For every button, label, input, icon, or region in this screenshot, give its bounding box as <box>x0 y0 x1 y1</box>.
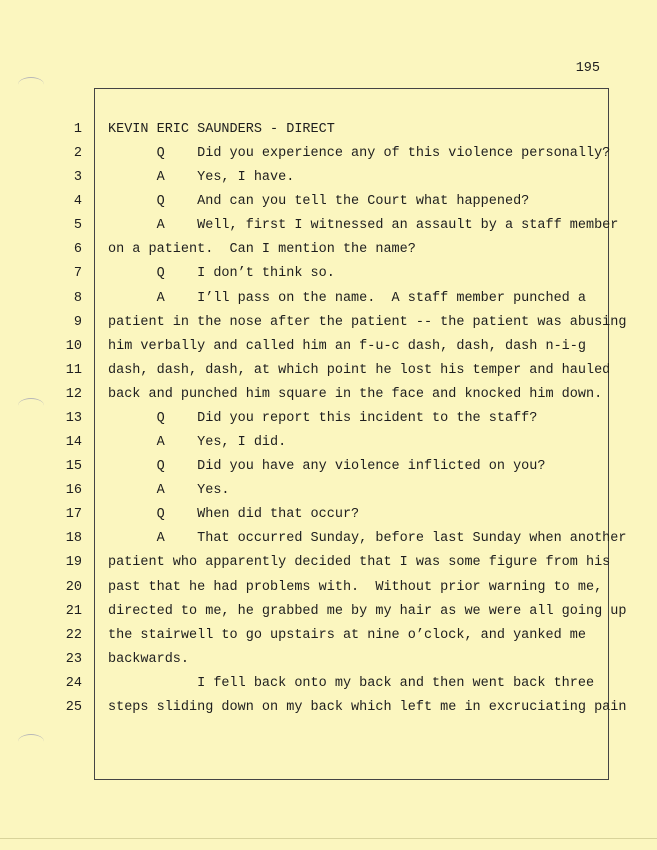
line-number: 15 <box>65 459 82 475</box>
transcript-line: dash, dash, dash, at which point he lost his temper and hauled <box>108 362 611 378</box>
line-number: 16 <box>65 483 82 499</box>
line-number: 2 <box>73 146 82 162</box>
transcript-line: A That occurred Sunday, before last Sunday when another <box>108 531 627 547</box>
transcript-line: past that he had problems with. Without prior warning to me, <box>108 579 603 595</box>
line-number: 22 <box>65 627 82 643</box>
line-number: 24 <box>65 675 82 691</box>
transcript-line: I fell back onto my back and then went back three <box>108 675 595 691</box>
line-number: 18 <box>65 531 82 547</box>
line-number: 3 <box>73 170 82 186</box>
binder-hole-mark <box>18 734 44 749</box>
transcript-line: Q I don’t think so. <box>108 266 335 282</box>
line-number: 8 <box>73 290 82 306</box>
transcript-line: on a patient. Can I mention the name? <box>108 242 416 258</box>
transcript-line: patient who apparently decided that I was some figure from his <box>108 555 611 571</box>
line-number: 7 <box>73 266 82 282</box>
line-number: 20 <box>65 579 82 595</box>
transcript-line: Q When did that occur? <box>108 507 360 523</box>
transcript-line: directed to me, he grabbed me by my hair as we were all going up <box>108 603 627 619</box>
page-edge-rule <box>0 838 657 839</box>
line-number: 11 <box>65 362 82 378</box>
line-number: 14 <box>65 435 82 451</box>
transcript-line: A Yes, I did. <box>108 435 287 451</box>
transcript-line: backwards. <box>108 651 190 667</box>
transcript-line: back and punched him square in the face and knocked him down. <box>108 386 603 402</box>
line-number: 1 <box>73 122 82 137</box>
transcript-line: A I’ll pass on the name. A staff member punched a <box>108 290 586 306</box>
transcript-line: steps sliding down on my back which left me in excruciating pain <box>108 699 627 715</box>
binder-hole-mark <box>18 77 44 92</box>
transcript-line: Q Did you experience any of this violence personally? <box>108 146 611 162</box>
line-number: 9 <box>73 314 82 330</box>
line-number: 25 <box>65 699 82 715</box>
page-number: 195 <box>575 61 600 76</box>
transcript-line: patient in the nose after the patient -- the patient was abusing <box>108 314 627 330</box>
transcript-line: A Well, first I witnessed an assault by a staff member <box>108 218 619 234</box>
line-number: 23 <box>65 651 82 667</box>
binder-hole-mark <box>18 398 44 413</box>
line-number: 5 <box>73 218 82 234</box>
transcript-line: A Yes. <box>108 483 230 499</box>
transcript-line: Q Did you report this incident to the staff? <box>108 410 538 426</box>
line-number: 6 <box>73 242 82 258</box>
transcript-line: KEVIN ERIC SAUNDERS - DIRECT <box>108 122 335 137</box>
line-number: 19 <box>65 555 82 571</box>
line-number: 17 <box>65 507 82 523</box>
transcript-line: the stairwell to go upstairs at nine o’clock, and yanked me <box>108 627 586 643</box>
line-number: 13 <box>65 410 82 426</box>
transcript-line: him verbally and called him an f-u-c dash, dash, dash n-i-g <box>108 338 586 354</box>
line-number: 21 <box>65 603 82 619</box>
transcript-line: Q Did you have any violence inflicted on you? <box>108 459 546 475</box>
transcript-line: A Yes, I have. <box>108 170 295 186</box>
transcript-line: Q And can you tell the Court what happened? <box>108 194 530 210</box>
line-number: 10 <box>65 338 82 354</box>
line-number: 4 <box>73 194 82 210</box>
line-number: 12 <box>65 386 82 402</box>
